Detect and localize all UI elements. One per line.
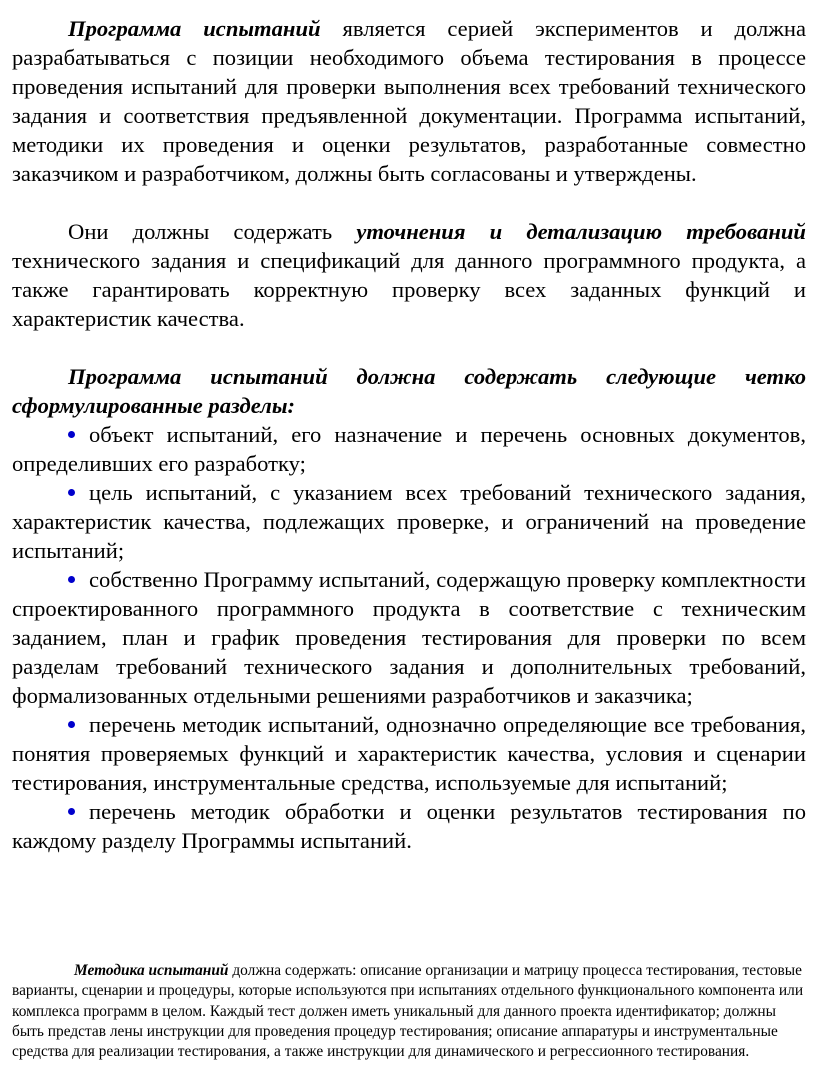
bullet-icon [68,721,75,728]
term-test-program: Программа испытаний [68,16,321,41]
list-item: перечень методик испытаний, однозначно определяющие все требования, понятия проверяемых функций и характеристик качества, условия и сценарии тестирования, инструментальные средства, используемые для испытаний; [12,712,806,795]
list-item: собственно Программу испытаний, содержащую проверку комплектности спроектированного программного продукта в соответствие с техническим заданием, план и график проведения тестирования для проверки по всем разделам требований технического задания и дополнительных требований, формализованных отдельными решениями разработчиков и заказчика; [12,567,806,708]
paragraph-requirements [12,217,806,333]
term-test-methodology: Методика испытаний [74,962,229,979]
methodology-note [12,961,806,1062]
paragraph-text: технического задания и спецификаций для данного программного продукта, а также гарантировать корректную проверку всех заданных функций и характеристик качества. [12,248,806,331]
paragraph-gap [12,188,806,217]
note-paragraph [12,961,806,1062]
list-item: цель испытаний, с указанием всех требований технического задания, характеристик качества, подлежащих проверке, и ограничений на проведение испытаний; [12,480,806,563]
sections-heading: Программа испытаний должна содержать следующие четко сформулированные разделы: [12,364,806,418]
bullet-icon [68,431,75,438]
paragraph-test-program-definition [12,14,806,188]
list-item: объект испытаний, его назначение и перечень основных документов, определивших его разработку; [12,422,806,476]
term-requirements-detail: уточнения и детализацию требований [356,219,806,244]
paragraph-gap [12,333,806,362]
document-page [12,14,806,855]
sections-list [12,420,806,855]
note-text: должна содержать: описание организации и матрицу процесса тестирования, тестовые варианты, сценарии и процедуры, которые используются при испытаниях отдельного функционального компонента или комплекса программ в целом. Каждый тест должен иметь уникальный для данного проекта идентификатор; должны быть представ лены инструкции для проведения процедур тестирования; описание аппаратуры и инструментальные средства для реализации тестирования, а также инструкции для динамического и регрессионного тестирования. [12,962,804,1061]
bullet-icon [68,808,75,815]
bullet-icon [68,576,75,583]
bullet-icon [68,489,75,496]
paragraph-text: Они должны содержать [68,219,357,244]
paragraph-text: является серией экспериментов и должна разрабатываться с позиции необходимого объема тестирования в процессе проведения испытаний для проверки выполнения всех требований технического задания и соответствия предъявленной документации. Программа испытаний, методики их проведения и оценки результатов, разработанные совместно заказчиком и разработчиком, должны быть согласованы и утверждены. [12,16,806,186]
list-item: перечень методик обработки и оценки результатов тестирования по каждому разделу Программы испытаний. [12,799,806,853]
